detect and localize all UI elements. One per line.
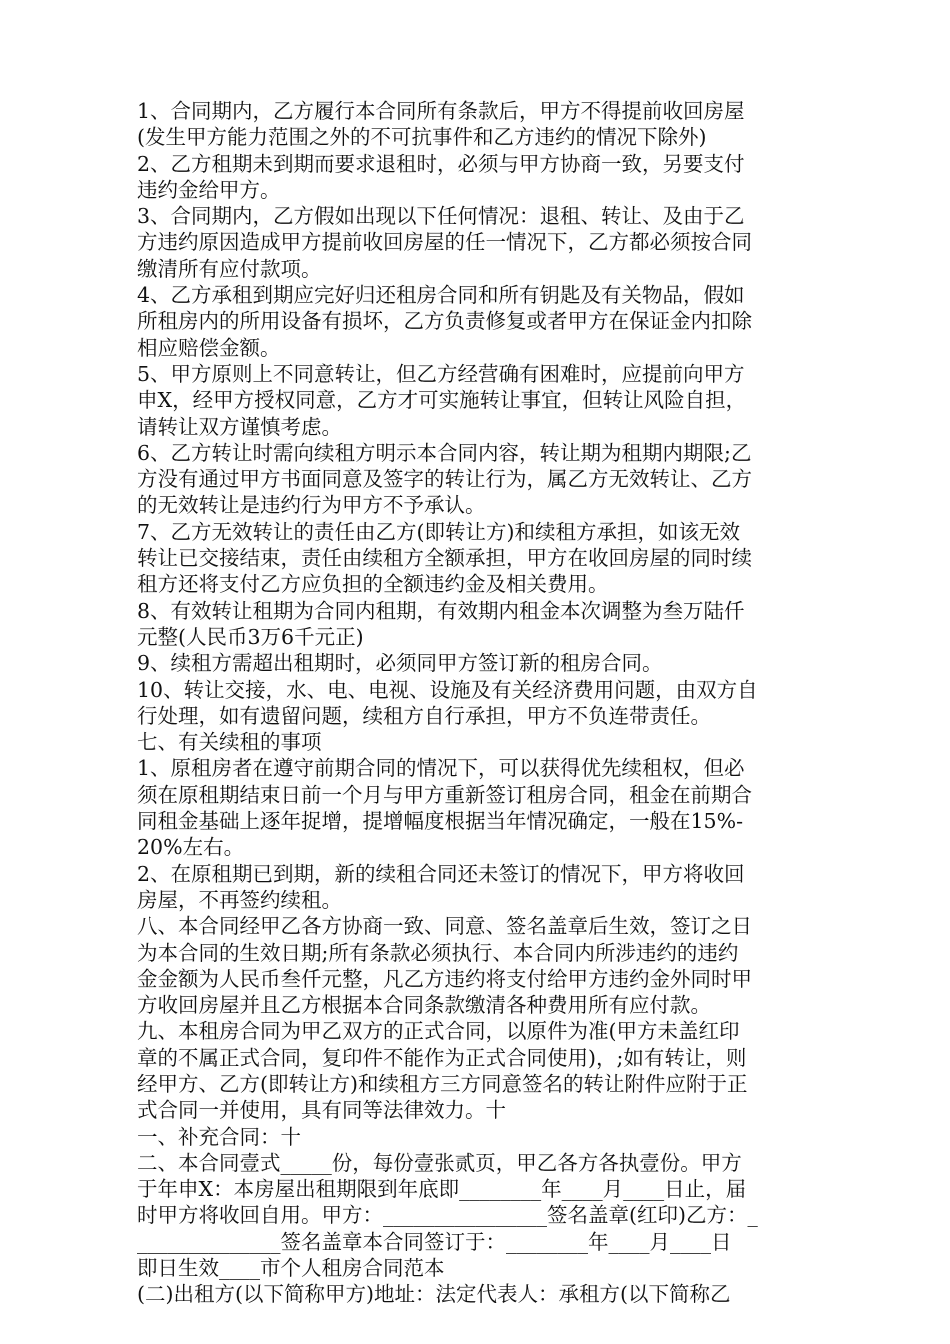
text-line: 九、本租房合同为甲乙双方的正式合同，以原件为准(甲方未盖红印: [137, 1019, 740, 1044]
text-line: 同租金基础上逐年捉增，提增幅度根据当年情况确定，一般在15%-: [137, 809, 743, 834]
text-line: 八、本合同经甲乙各方协商一致、同意、签名盖章后生效，签订之日: [137, 914, 752, 939]
text-line: 须在原租期结束日前一个月与甲方重新签订租房合同，租金在前期合: [137, 782, 752, 807]
text-line: 即日生效____市个人租房合同范本: [137, 1256, 445, 1281]
text-line: 请转让双方谨慎考虑。: [137, 414, 342, 439]
text-line: 元整(人民币3万6千元正): [137, 624, 364, 649]
text-line: 行处理，如有遗留问题，续租方自行承担，甲方不负连带责任。: [137, 703, 711, 728]
text-line: 转让已交接结束，责任由续租方全额承担，甲方在收回房屋的同时续: [137, 546, 752, 571]
section-heading: 七、有关续租的事项: [137, 730, 322, 755]
text-line: 方违约原因造成甲方提前收回房屋的任一情况下，乙方都必须按合同: [137, 230, 752, 255]
text-line: 金金额为人民币叁仟元整，凡乙方违约将支付给甲方违约金外同时甲: [137, 966, 752, 991]
text-line: 相应赔偿金额。: [137, 335, 281, 360]
text-line: 时甲方将收回自用。甲方：________________签名盖章(红印)乙方：_: [137, 1203, 758, 1228]
text-line: 二、本合同壹式_____份，每份壹张贰页，甲乙各方各执壹份。甲方: [137, 1150, 742, 1175]
text-line: ______________签名盖章本合同签订于：________年____月____日: [137, 1229, 732, 1254]
text-line: 为本合同的生效日期;所有条款必须执行、本合同内所涉违约的违约: [137, 940, 739, 965]
text-line: 8、有效转让租期为合同内租期，有效期内租金本次调整为叁万陆仟: [137, 598, 745, 623]
text-line: 2、在原租期已到期，新的续租合同还未签订的情况下，甲方将收回: [137, 861, 745, 886]
text-line: (二)出租方(以下简称甲方)地址：法定代表人：承租方(以下简称乙: [137, 1282, 731, 1307]
text-line: 5、甲方原则上不同意转让，但乙方经营确有困难时，应提前向甲方: [137, 361, 745, 386]
text-line: 7、乙方无效转让的责任由乙方(即转让方)和续租方承担，如该无效: [137, 519, 741, 544]
text-line: 9、续租方需超出租期时，必须同甲方签订新的租房合同。: [137, 651, 663, 676]
text-line: 的无效转让是违约行为甲方不予承认。: [137, 493, 486, 518]
text-line: 缴清所有应付款项。: [137, 256, 322, 281]
contract-page: [137, 98, 817, 1308]
text-line: 一、补充合同：十: [137, 1124, 301, 1149]
text-line: 方收回房屋并且乙方根据本合同条款缴清各种费用所有应付款。: [137, 993, 711, 1018]
text-line: 章的不属正式合同，复印件不能作为正式合同使用)，;如有转让，则: [137, 1045, 747, 1070]
text-line: 所租房内的所用设备有损坏，乙方负责修复或者甲方在保证金内扣除: [137, 309, 752, 334]
text-line: 1、合同期内，乙方履行本合同所有条款后，甲方不得提前收回房屋: [137, 99, 745, 123]
text-line: 4、乙方承租到期应完好归还租房合同和所有钥匙及有关物品，假如: [137, 283, 745, 308]
text-line: 申X，经甲方授权同意，乙方才可实施转让事宜，但转让风险自担，: [137, 388, 747, 413]
text-line: (发生甲方能力范围之外的不可抗事件和乙方违约的情况下除外): [137, 125, 707, 150]
text-line: 方没有通过甲方书面同意及签字的转让行为，属乙方无效转让、乙方: [137, 467, 752, 492]
text-line: 10、转让交接，水、电、电视、设施及有关经济费用问题，由双方自: [137, 677, 758, 702]
text-line: 3、合同期内，乙方假如出现以下任何情况：退租、转让、及由于乙: [137, 204, 745, 229]
text-line: 违约金给甲方。: [137, 177, 281, 202]
text-line: 房屋，不再签约续租。: [137, 887, 342, 912]
text-line: 6、乙方转让时需向续租方明示本合同内容，转让期为租期内期限;乙: [137, 440, 752, 465]
text-line: 2、乙方租期未到期而要求退租时，必须与甲方协商一致，另要支付: [137, 151, 745, 176]
text-line: 于年申X：本房屋出租期限到年底即________年____月____日止，届: [137, 1177, 747, 1202]
text-line: 20%左右。: [137, 835, 245, 860]
text-line: 租方还将支付乙方应负担的全额违约金及相关费用。: [137, 572, 609, 597]
text-line: 式合同一并使用，具有同等法律效力。十: [137, 1098, 506, 1123]
text-line: 1、原租房者在遵守前期合同的情况下，可以获得优先续租权，但必: [137, 756, 745, 781]
text-line: 经甲方、乙方(即转让方)和续租方三方同意签名的转让附件应附于正: [137, 1071, 748, 1096]
